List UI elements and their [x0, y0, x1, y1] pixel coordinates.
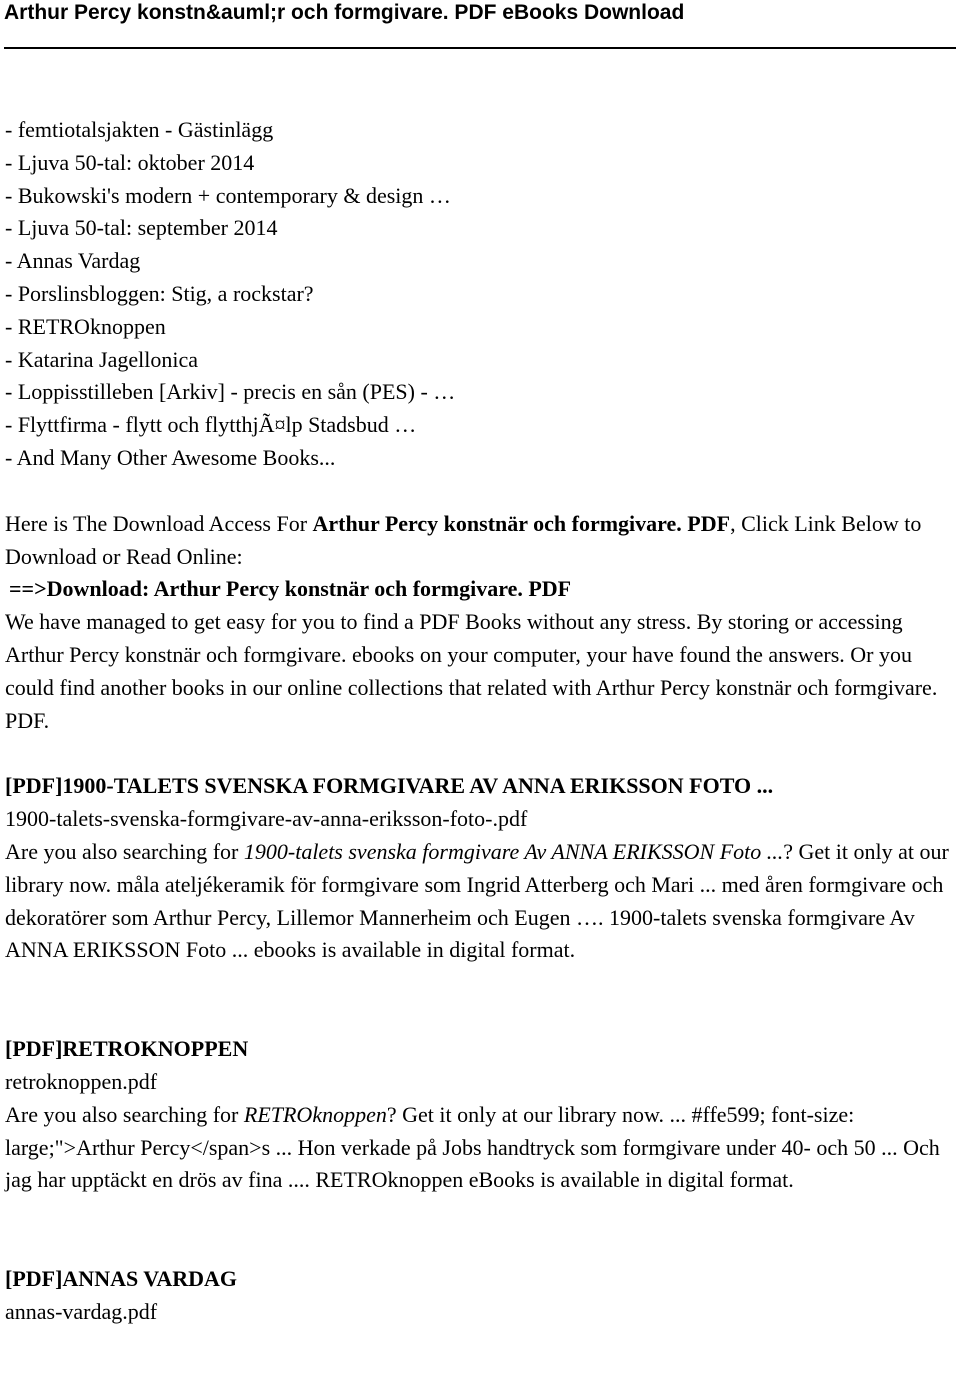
result-title[interactable]: [PDF]RETROKNOPPEN: [5, 1036, 249, 1062]
result-desc-after: ? Get it only at our library now. måla ateljékeramik för formgivare som Ingrid Atterberg och Mari ... med åren formgivare och dekoratörer som Arthur Percy, Lillemor Mannerheim och Eugen …. 1900-talets svenska formgivare Av ANNA ERIKSSON Foto ... ebooks is available in digital format.: [5, 838, 949, 963]
related-link-item[interactable]: - Katarina Jagellonica: [5, 346, 199, 372]
result-title[interactable]: [PDF]1900-TALETS SVENSKA FORMGIVARE AV ANNA ERIKSSON FOTO ...: [5, 773, 774, 799]
related-link-item[interactable]: - Loppisstilleben [Arkiv] - precis en sån (PES) - …: [5, 379, 456, 405]
related-link-item[interactable]: - Porslinsbloggen: Stig, a rockstar?: [5, 280, 314, 306]
result-title[interactable]: [PDF]ANNAS VARDAG: [5, 1266, 238, 1292]
related-link-item[interactable]: - And Many Other Awesome Books...: [5, 444, 336, 470]
related-link-item[interactable]: - Flyttfirma - flytt och flytthjÃ¤lp Stadsbud …: [5, 412, 417, 438]
related-link-item[interactable]: - Bukowski's modern + contemporary & design …: [5, 182, 451, 208]
result-filename: 1900-talets-svenska-formgivare-av-anna-eriksson-foto-.pdf: [5, 806, 528, 832]
access-description: We have managed to get easy for you to find a PDF Books without any stress. By storing or accessing Arthur Percy konstnär och formgivare. ebooks on your computer, your have found the answers. Or you could find another books in our online collections that related with Arthur Percy konstnär och formgivare. PDF.: [5, 609, 938, 733]
result-desc-after: ? Get it only at our library now. ... #ffe599; font-size: large;">Arthur Percy</span>s ... Hon verkade på Jobs handtryck som formgivare under 40- och 50 ... Och jag har upptäckt en drös av fina .... RETROknoppen eBooks is available in digital format.: [5, 1101, 940, 1193]
download-link[interactable]: ==>Download: Arthur Percy konstnär och formgivare. PDF: [9, 576, 572, 602]
result-desc-emphasis: RETROknoppen: [243, 1101, 387, 1127]
result-filename: annas-vardag.pdf: [5, 1298, 158, 1324]
result-section: [5, 1033, 957, 1197]
result-description: [5, 1099, 957, 1197]
download-access-intro: [5, 508, 957, 574]
document-body: [5, 114, 957, 1329]
intro-text-before: Here is The Download Access For: [5, 510, 313, 536]
result-section: [5, 770, 957, 967]
related-link-item[interactable]: - Ljuva 50-tal: september 2014: [5, 215, 278, 241]
result-desc-before: Are you also searching for: [5, 1101, 244, 1127]
intro-text-after: , Click Link Below to Download or Read Online:: [5, 510, 922, 569]
result-section: [5, 1263, 957, 1329]
related-link-item[interactable]: - femtiotalsjakten - Gästinlägg: [5, 117, 274, 142]
result-filename: retroknoppen.pdf: [5, 1068, 158, 1094]
page-title: Arthur Percy konstn&auml;r och formgivare. PDF eBooks Download: [4, 1, 685, 24]
related-link-item[interactable]: - RETROknoppen: [5, 313, 166, 339]
result-desc-before: Are you also searching for: [5, 838, 244, 864]
header-divider: [4, 47, 956, 49]
related-link-item[interactable]: - Ljuva 50-tal: oktober 2014: [5, 149, 255, 175]
related-link-item[interactable]: - Annas Vardag: [5, 248, 141, 274]
result-desc-emphasis: 1900-talets svenska formgivare Av ANNA ERIKSSON Foto ...: [243, 838, 784, 864]
related-links-list: [5, 114, 957, 475]
intro-book-title: Arthur Percy konstnär och formgivare. PDF: [312, 510, 731, 536]
result-description: [5, 836, 957, 967]
